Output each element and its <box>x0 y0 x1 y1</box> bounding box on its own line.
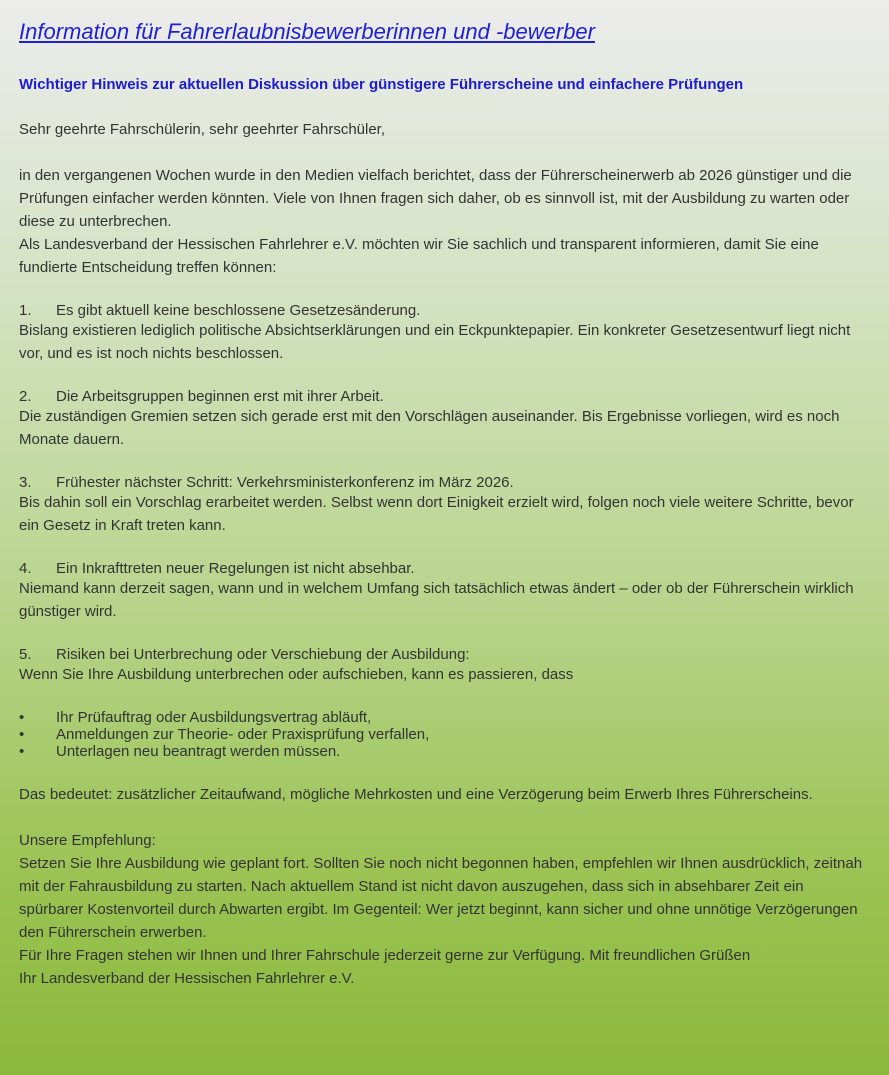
bullet-text: Ihr Prüfauftrag oder Ausbildungsvertrag abläuft, <box>56 709 372 726</box>
point-text: Die zuständigen Gremien setzen sich gerade erst mit den Vorschlägen auseinander. Bis Ergebnisse vorliegen, wird es noch Monate dauern. <box>19 408 840 448</box>
list-item <box>19 709 870 726</box>
recommendation-paragraph: Setzen Sie Ihre Ausbildung wie geplant fort. Sollten Sie noch nicht begonnen haben, empfehlen wir Ihnen ausdrücklich, zeitnah mit der Fahrausbildung zu starten. Nach aktuellem Stand ist nicht davon auszugehen, dass sich in absehbarer Zeit ein spürbarer Kostenvorteil durch Abwarten ergibt. Im Gegenteil: Wer jetzt beginnt, kann sicher und ohne unnötige Verzögerungen den Führerschein erwerben. <box>19 855 863 941</box>
point-number: 3. <box>19 474 32 491</box>
risk-bullet-list <box>19 709 870 760</box>
point-text: Wenn Sie Ihre Ausbildung unterbrechen oder aufschieben, kann es passieren, dass <box>19 666 574 683</box>
consequence-paragraph: Das bedeutet: zusätzlicher Zeitaufwand, mögliche Mehrkosten und eine Verzögerung beim Erwerb Ihres Führerscheins. <box>19 786 813 803</box>
bullet-icon: • <box>19 726 25 743</box>
point-heading: Risiken bei Unterbrechung oder Verschiebung der Ausbildung: <box>56 646 470 663</box>
point-4 <box>19 560 870 623</box>
subtitle: Wichtiger Hinweis zur aktuellen Diskussion über günstigere Führerscheine und einfachere Prüfungen <box>19 76 744 93</box>
list-item <box>19 726 870 743</box>
point-number: 4. <box>19 560 32 577</box>
greeting: Sehr geehrte Fahrschülerin, sehr geehrter Fahrschüler, <box>19 121 386 138</box>
point-text: Niemand kann derzeit sagen, wann und in welchem Umfang sich tatsächlich etwas ändert – oder ob der Führerschein wirklich günstiger wird. <box>19 580 854 620</box>
list-item <box>19 743 870 760</box>
bullet-text: Anmeldungen zur Theorie- oder Praxisprüfung verfallen, <box>56 726 430 743</box>
point-3 <box>19 474 870 537</box>
point-5 <box>19 646 870 686</box>
point-number: 2. <box>19 388 32 405</box>
point-heading: Es gibt aktuell keine beschlossene Gesetzesänderung. <box>56 302 421 319</box>
bullet-text: Unterlagen neu beantragt werden müssen. <box>56 743 341 760</box>
bullet-icon: • <box>19 743 25 760</box>
point-text: Bis dahin soll ein Vorschlag erarbeitet werden. Selbst wenn dort Einigkeit erzielt wird, folgen noch viele weitere Schritte, bevor ein Gesetz in Kraft treten kann. <box>19 494 854 534</box>
point-number: 5. <box>19 646 32 663</box>
closing-paragraph: Für Ihre Fragen stehen wir Ihnen und Ihrer Fahrschule jederzeit gerne zur Verfügung. Mit freundlichen Grüßen <box>19 947 751 964</box>
point-2 <box>19 388 870 451</box>
point-heading: Frühester nächster Schritt: Verkehrsministerkonferenz im März 2026. <box>56 474 514 491</box>
page-title[interactable]: Information für Fahrerlaubnisbewerberinnen und -bewerber <box>19 19 595 44</box>
point-heading: Ein Inkrafttreten neuer Regelungen ist nicht absehbar. <box>56 560 415 577</box>
point-1 <box>19 302 870 365</box>
signature: Ihr Landesverband der Hessischen Fahrlehrer e.V. <box>19 970 355 987</box>
intro-paragraph-1: in den vergangenen Wochen wurde in den Medien vielfach berichtet, dass der Führerscheinerwerb ab 2026 günstiger und die Prüfungen einfacher werden könnten. Viele von Ihnen fragen sich daher, ob es sinnvoll ist, mit der Ausbildung zu warten oder diese zu unterbrechen. <box>19 167 852 230</box>
bullet-icon: • <box>19 709 25 726</box>
point-heading: Die Arbeitsgruppen beginnen erst mit ihrer Arbeit. <box>56 388 384 405</box>
intro-paragraph-2: Als Landesverband der Hessischen Fahrlehrer e.V. möchten wir Sie sachlich und transparent informieren, damit Sie eine fundierte Entscheidung treffen können: <box>19 236 819 276</box>
point-number: 1. <box>19 302 32 319</box>
point-text: Bislang existieren lediglich politische Absichtserklärungen und ein Eckpunktepapier. Ein konkreter Gesetzesentwurf liegt nicht vor, und es ist noch nichts beschlossen. <box>19 322 851 362</box>
recommendation-heading: Unsere Empfehlung: <box>19 832 156 849</box>
